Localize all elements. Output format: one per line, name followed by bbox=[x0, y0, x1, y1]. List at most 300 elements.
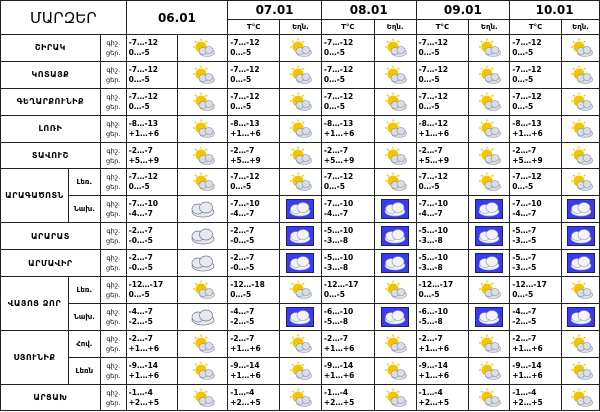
temperature-cell bbox=[510, 303, 562, 330]
night-temp: -7…-12 bbox=[323, 172, 354, 182]
time-labels bbox=[100, 35, 126, 62]
night-label: գիշ. bbox=[106, 38, 121, 47]
night-temp: -2…-7 bbox=[230, 226, 255, 236]
region-name: ԱՐԱՐԱՏ bbox=[1, 223, 101, 250]
sun-cloud-icon bbox=[562, 334, 599, 354]
day-temp: +5…+9 bbox=[418, 155, 450, 165]
cloud-blue-icon bbox=[280, 253, 321, 273]
temperature-cell bbox=[321, 142, 374, 169]
temperature-cell bbox=[126, 115, 178, 142]
temperature-cell bbox=[416, 303, 469, 330]
night-label: գիշ. bbox=[106, 200, 121, 209]
sun-cloud-icon bbox=[280, 65, 321, 85]
day-label: ցեր. bbox=[105, 156, 121, 165]
temperature-cell bbox=[416, 357, 469, 384]
weather-cell bbox=[562, 250, 600, 277]
sun-cloud-icon bbox=[375, 119, 416, 139]
temperature-cell bbox=[228, 169, 280, 196]
day-temp: +2…+5 bbox=[323, 397, 355, 407]
night-temp: -1…-4 bbox=[418, 387, 443, 397]
night-temp: -7…-12 bbox=[230, 37, 260, 47]
sun-cloud-icon bbox=[375, 146, 416, 166]
cloud-blue-icon bbox=[469, 307, 509, 327]
day-temp: +1…+6 bbox=[418, 370, 450, 380]
night-temp: -2…-7 bbox=[323, 145, 349, 155]
night-temp: -12…-17 bbox=[323, 279, 359, 289]
temperature-cell bbox=[510, 277, 562, 304]
weather-cell bbox=[178, 303, 228, 330]
sun-cloud-icon bbox=[280, 38, 321, 58]
temperature-cell bbox=[510, 35, 562, 62]
night-temp: -12…-18 bbox=[230, 279, 265, 289]
cloud-icon bbox=[178, 226, 227, 246]
day-temp: 0…-5 bbox=[512, 47, 534, 57]
temperature-cell bbox=[416, 277, 469, 304]
weather-cell bbox=[469, 303, 510, 330]
night-temp: -2…-7 bbox=[512, 145, 537, 155]
sun-cloud-icon bbox=[469, 172, 509, 192]
weather-cell bbox=[178, 330, 228, 357]
day-label: ցեր. bbox=[105, 344, 121, 353]
temperature-cell bbox=[228, 384, 280, 411]
temperature-cell bbox=[416, 384, 469, 411]
cloud-blue-icon bbox=[562, 199, 599, 219]
weather-cell bbox=[469, 142, 510, 169]
day-temp: 0…-5 bbox=[230, 74, 252, 84]
night-temp: -12…-17 bbox=[418, 279, 454, 289]
subregion-name: Նախ. bbox=[68, 303, 100, 330]
region-name: ՎԱՅՈՑ ՁՈՐ bbox=[1, 277, 69, 331]
day-label: ցեր. bbox=[105, 48, 121, 57]
sun-cloud-icon bbox=[178, 119, 227, 139]
weather-cell bbox=[374, 277, 416, 304]
sun-cloud-icon bbox=[469, 119, 509, 139]
cloud-blue-icon bbox=[562, 226, 599, 246]
table-row bbox=[1, 223, 600, 250]
weather-header: Եղն. bbox=[469, 20, 510, 35]
sun-cloud-icon bbox=[375, 38, 416, 58]
region-column-title: ՄԱՐԶԵՐ bbox=[1, 1, 127, 35]
night-temp: -7…-10 bbox=[418, 199, 448, 209]
header-row-dates bbox=[1, 1, 600, 20]
sun-cloud-icon bbox=[469, 65, 509, 85]
sun-cloud-icon bbox=[375, 280, 416, 300]
night-temp: -2…-7 bbox=[230, 145, 255, 155]
sun-cloud-icon bbox=[562, 38, 599, 58]
day-temp: 0…-5 bbox=[230, 47, 252, 57]
day-label: ցեր. bbox=[105, 371, 121, 380]
weather-cell bbox=[280, 35, 322, 62]
time-labels bbox=[100, 115, 126, 142]
sun-cloud-icon bbox=[469, 388, 509, 408]
night-temp: -2…-7 bbox=[128, 226, 153, 236]
day-temp: +1…+6 bbox=[512, 370, 543, 380]
day-temp: -4…-7 bbox=[230, 209, 255, 219]
weather-cell bbox=[280, 384, 322, 411]
table-row bbox=[1, 303, 600, 330]
night-temp: -2…-7 bbox=[230, 253, 255, 263]
sun-cloud-icon bbox=[375, 92, 416, 112]
day-temp: -3…-5 bbox=[512, 263, 537, 273]
temperature-cell bbox=[416, 142, 469, 169]
weather-cell bbox=[178, 35, 228, 62]
day-label: ցեր. bbox=[105, 398, 121, 407]
weather-cell bbox=[280, 142, 322, 169]
day-temp: 0…-5 bbox=[128, 182, 150, 192]
temperature-cell bbox=[126, 303, 178, 330]
time-labels bbox=[100, 384, 126, 411]
day-label: ցեր. bbox=[105, 237, 121, 246]
time-labels bbox=[100, 196, 126, 223]
weather-cell bbox=[469, 357, 510, 384]
temperature-cell bbox=[510, 250, 562, 277]
temperature-cell bbox=[510, 330, 562, 357]
weather-cell bbox=[562, 169, 600, 196]
night-temp: -7…-12 bbox=[512, 37, 542, 47]
date-header-4: 09.01 bbox=[416, 1, 510, 20]
weather-cell bbox=[469, 223, 510, 250]
temp-header: T°C bbox=[321, 20, 374, 35]
night-label: գիշ. bbox=[106, 173, 121, 182]
night-temp: -8…-13 bbox=[230, 118, 260, 128]
sun-cloud-icon bbox=[375, 388, 416, 408]
night-temp: -2…-7 bbox=[128, 333, 153, 343]
night-temp: -7…-12 bbox=[128, 91, 159, 101]
weather-cell bbox=[562, 196, 600, 223]
night-label: գիշ. bbox=[106, 361, 121, 370]
day-temp: 0…-5 bbox=[418, 101, 440, 111]
sun-cloud-icon bbox=[562, 280, 599, 300]
weather-cell bbox=[280, 169, 322, 196]
weather-cell bbox=[562, 88, 600, 115]
temperature-cell bbox=[228, 330, 280, 357]
weather-cell bbox=[374, 357, 416, 384]
cloud-icon bbox=[178, 199, 227, 219]
weather-cell bbox=[562, 35, 600, 62]
day-label: ցեր. bbox=[105, 129, 121, 138]
time-labels bbox=[100, 61, 126, 88]
table-row bbox=[1, 357, 600, 384]
cloud-blue-icon bbox=[375, 226, 416, 246]
sun-cloud-icon bbox=[562, 92, 599, 112]
region-name: ՇԻՐԱԿ bbox=[1, 35, 101, 62]
night-label: գիշ. bbox=[106, 307, 121, 316]
cloud-blue-icon bbox=[562, 253, 599, 273]
cloud-blue-icon bbox=[375, 253, 416, 273]
temperature-cell bbox=[510, 196, 562, 223]
temperature-cell bbox=[416, 169, 469, 196]
temperature-cell bbox=[228, 142, 280, 169]
sun-cloud-icon bbox=[562, 119, 599, 139]
day-temp: +5…+9 bbox=[230, 155, 261, 165]
sun-cloud-icon bbox=[469, 146, 509, 166]
weather-cell bbox=[469, 88, 510, 115]
region-name: ԱՐՑԱԽ bbox=[1, 384, 101, 411]
day-temp: +1…+6 bbox=[418, 128, 450, 138]
night-temp: -8…-13 bbox=[512, 118, 542, 128]
subregion-name: Նախ. bbox=[68, 196, 100, 223]
time-labels bbox=[100, 142, 126, 169]
sun-cloud-icon bbox=[562, 146, 599, 166]
weather-cell bbox=[280, 330, 322, 357]
subregion-name: Լեռն bbox=[68, 357, 100, 384]
night-temp: -4…-7 bbox=[512, 306, 537, 316]
night-temp: -7…-12 bbox=[128, 172, 159, 182]
weather-cell bbox=[178, 169, 228, 196]
weather-cell bbox=[562, 384, 600, 411]
sun-cloud-icon bbox=[178, 388, 227, 408]
sun-cloud-icon bbox=[178, 92, 227, 112]
day-temp: 0…-5 bbox=[418, 74, 440, 84]
date-header-1: 06.01 bbox=[126, 1, 228, 35]
day-temp: -0…-5 bbox=[128, 236, 153, 246]
day-temp: +1…+6 bbox=[512, 128, 543, 138]
night-temp: -2…-7 bbox=[418, 145, 443, 155]
weather-cell bbox=[374, 223, 416, 250]
weather-cell bbox=[374, 196, 416, 223]
time-labels bbox=[100, 223, 126, 250]
night-temp: -7…-12 bbox=[128, 37, 159, 47]
night-temp: -5…-10 bbox=[418, 253, 448, 263]
temperature-cell bbox=[416, 250, 469, 277]
cloud-icon bbox=[178, 253, 227, 273]
weather-cell bbox=[562, 277, 600, 304]
region-name: ԿՈՏԱՅՔ bbox=[1, 61, 101, 88]
day-temp: +1…+6 bbox=[323, 370, 355, 380]
day-temp: -3…-8 bbox=[323, 236, 349, 246]
temp-header: T°C bbox=[416, 20, 469, 35]
night-temp: -7…-12 bbox=[512, 64, 542, 74]
sun-cloud-icon bbox=[178, 172, 227, 192]
weather-cell bbox=[562, 357, 600, 384]
day-temp: +2…+5 bbox=[128, 397, 160, 407]
sun-cloud-icon bbox=[280, 146, 321, 166]
temperature-cell bbox=[126, 169, 178, 196]
time-labels bbox=[100, 169, 126, 196]
sun-cloud-icon bbox=[280, 92, 321, 112]
day-temp: +2…+5 bbox=[230, 397, 261, 407]
day-temp: 0…-5 bbox=[128, 289, 150, 299]
sun-cloud-icon bbox=[469, 280, 509, 300]
temperature-cell bbox=[321, 223, 374, 250]
day-temp: 0…-5 bbox=[418, 47, 440, 57]
weather-cell bbox=[280, 303, 322, 330]
day-temp: 0…-5 bbox=[230, 182, 252, 192]
night-temp: -2…-7 bbox=[418, 333, 443, 343]
night-temp: -5…-10 bbox=[323, 226, 354, 236]
night-temp: -1…-4 bbox=[323, 387, 349, 397]
night-temp: -8…-13 bbox=[128, 118, 159, 128]
day-temp: -3…-8 bbox=[323, 263, 349, 273]
night-temp: -7…-10 bbox=[128, 199, 159, 209]
weather-cell bbox=[374, 115, 416, 142]
day-temp: -3…-5 bbox=[512, 236, 537, 246]
day-temp: 0…-5 bbox=[323, 182, 345, 192]
day-temp: 0…-5 bbox=[230, 289, 252, 299]
night-temp: -2…-7 bbox=[128, 145, 153, 155]
day-temp: 0…-5 bbox=[323, 289, 345, 299]
weather-cell bbox=[178, 142, 228, 169]
table-row bbox=[1, 196, 600, 223]
table-row bbox=[1, 88, 600, 115]
temperature-cell bbox=[126, 357, 178, 384]
weather-cell bbox=[280, 61, 322, 88]
weather-cell bbox=[374, 88, 416, 115]
night-temp: -12…-17 bbox=[512, 279, 547, 289]
cloud-blue-icon bbox=[469, 199, 509, 219]
night-temp: -7…-12 bbox=[230, 91, 260, 101]
weather-cell bbox=[178, 61, 228, 88]
temperature-cell bbox=[416, 223, 469, 250]
temperature-cell bbox=[321, 384, 374, 411]
sun-cloud-icon bbox=[178, 65, 227, 85]
weather-cell bbox=[178, 88, 228, 115]
temperature-cell bbox=[510, 61, 562, 88]
weather-cell bbox=[562, 115, 600, 142]
night-temp: -6…-10 bbox=[418, 306, 448, 316]
weather-cell bbox=[469, 384, 510, 411]
temperature-cell bbox=[510, 357, 562, 384]
weather-cell bbox=[562, 330, 600, 357]
day-label: ցեր. bbox=[105, 264, 121, 273]
sun-cloud-icon bbox=[178, 334, 227, 354]
table-row bbox=[1, 330, 600, 357]
night-temp: -1…-4 bbox=[128, 387, 153, 397]
temperature-cell bbox=[416, 88, 469, 115]
day-label: ցեր. bbox=[105, 75, 121, 84]
weather-cell bbox=[178, 277, 228, 304]
temperature-cell bbox=[321, 61, 374, 88]
day-temp: -0…-5 bbox=[230, 263, 255, 273]
weather-cell bbox=[374, 330, 416, 357]
temperature-cell bbox=[228, 196, 280, 223]
night-temp: -5…-7 bbox=[512, 253, 537, 263]
sun-cloud-icon bbox=[280, 119, 321, 139]
table-row bbox=[1, 142, 600, 169]
night-label: գիշ. bbox=[106, 388, 121, 397]
day-label: ցեր. bbox=[105, 102, 121, 111]
weather-cell bbox=[374, 35, 416, 62]
weather-cell bbox=[178, 115, 228, 142]
night-label: գիշ. bbox=[106, 119, 121, 128]
temperature-cell bbox=[126, 250, 178, 277]
weather-cell bbox=[178, 196, 228, 223]
weather-header: Եղն. bbox=[280, 20, 322, 35]
night-temp: -7…-12 bbox=[230, 64, 260, 74]
sun-cloud-icon bbox=[375, 361, 416, 381]
day-temp: +1…+6 bbox=[230, 128, 261, 138]
cloud-blue-icon bbox=[375, 307, 416, 327]
weather-cell bbox=[178, 384, 228, 411]
night-temp: -7…-12 bbox=[418, 91, 448, 101]
temperature-cell bbox=[510, 384, 562, 411]
day-temp: +1…+6 bbox=[418, 343, 450, 353]
day-temp: 0…-5 bbox=[128, 74, 150, 84]
temperature-cell bbox=[228, 357, 280, 384]
sun-cloud-icon bbox=[562, 388, 599, 408]
subregion-name: Լեռ. bbox=[68, 169, 100, 196]
weather-cell bbox=[469, 330, 510, 357]
temperature-cell bbox=[126, 223, 178, 250]
night-temp: -7…-12 bbox=[128, 64, 159, 74]
night-temp: -2…-7 bbox=[323, 333, 349, 343]
temperature-cell bbox=[510, 169, 562, 196]
weather-cell bbox=[280, 223, 322, 250]
night-temp: -7…-10 bbox=[230, 199, 260, 209]
day-temp: 0…-5 bbox=[418, 289, 440, 299]
table-row bbox=[1, 277, 600, 304]
weather-cell bbox=[374, 250, 416, 277]
day-temp: +1…+6 bbox=[230, 343, 261, 353]
cloud-blue-icon bbox=[280, 199, 321, 219]
sun-cloud-icon bbox=[562, 361, 599, 381]
temperature-cell bbox=[321, 330, 374, 357]
date-header-5: 10.01 bbox=[510, 1, 600, 20]
sun-cloud-icon bbox=[375, 172, 416, 192]
temperature-cell bbox=[126, 384, 178, 411]
weather-cell bbox=[178, 250, 228, 277]
temperature-cell bbox=[321, 250, 374, 277]
weather-cell bbox=[469, 277, 510, 304]
day-temp: 0…-5 bbox=[323, 101, 345, 111]
day-temp: +1…+6 bbox=[128, 343, 160, 353]
night-temp: -7…-12 bbox=[418, 64, 448, 74]
day-temp: -3…-8 bbox=[418, 236, 443, 246]
sun-cloud-icon bbox=[469, 92, 509, 112]
sun-cloud-icon bbox=[280, 361, 321, 381]
temperature-cell bbox=[126, 35, 178, 62]
night-label: գիշ. bbox=[106, 280, 121, 289]
day-temp: 0…-5 bbox=[230, 101, 252, 111]
temperature-cell bbox=[228, 277, 280, 304]
date-header-2: 07.01 bbox=[228, 1, 322, 20]
day-temp: 0…-5 bbox=[128, 47, 150, 57]
night-temp: -5…-7 bbox=[512, 226, 537, 236]
night-label: գիշ. bbox=[106, 65, 121, 74]
night-temp: -7…-12 bbox=[418, 37, 448, 47]
table-row bbox=[1, 35, 600, 62]
day-temp: 0…-5 bbox=[512, 101, 534, 111]
weather-cell bbox=[280, 357, 322, 384]
sun-cloud-icon bbox=[280, 172, 321, 192]
night-temp: -9…-14 bbox=[128, 360, 159, 370]
subregion-name: Լեռ. bbox=[68, 277, 100, 304]
cloud-icon bbox=[178, 307, 227, 327]
temperature-cell bbox=[228, 115, 280, 142]
sun-cloud-icon bbox=[280, 334, 321, 354]
date-header-3: 08.01 bbox=[321, 1, 416, 20]
night-temp: -5…-10 bbox=[418, 226, 448, 236]
night-label: գիշ. bbox=[106, 146, 121, 155]
night-temp: -7…-12 bbox=[512, 91, 542, 101]
day-temp: 0…-5 bbox=[512, 182, 534, 192]
day-temp: 0…-5 bbox=[128, 101, 150, 111]
day-temp: -3…-8 bbox=[418, 263, 443, 273]
weather-cell bbox=[562, 142, 600, 169]
temperature-cell bbox=[416, 330, 469, 357]
temperature-cell bbox=[126, 196, 178, 223]
day-temp: +1…+6 bbox=[323, 128, 355, 138]
weather-cell bbox=[469, 169, 510, 196]
day-temp: -2…-5 bbox=[512, 316, 537, 326]
night-temp: -9…-14 bbox=[418, 360, 448, 370]
night-temp: -7…-10 bbox=[323, 199, 354, 209]
cloud-blue-icon bbox=[562, 307, 599, 327]
temperature-cell bbox=[321, 277, 374, 304]
weather-cell bbox=[374, 169, 416, 196]
table-row bbox=[1, 61, 600, 88]
night-temp: -9…-14 bbox=[512, 360, 542, 370]
